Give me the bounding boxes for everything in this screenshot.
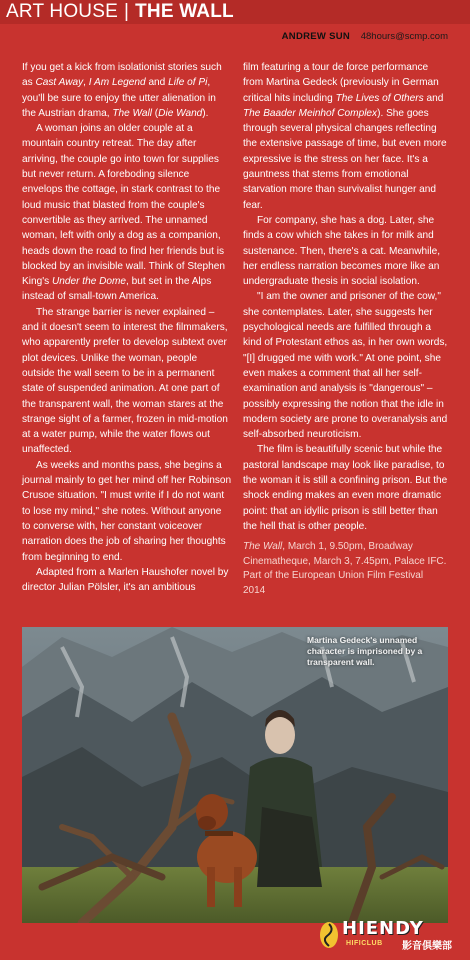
clef-logo-icon bbox=[318, 920, 340, 950]
article-paragraph bbox=[22, 305, 232, 458]
section-label: ART HOUSE bbox=[6, 1, 118, 22]
paragraph-text: , but set in the Alps instead of small-town America. bbox=[22, 276, 212, 303]
article-paragraph bbox=[243, 442, 448, 534]
right-paragraphs bbox=[243, 60, 448, 534]
header-separator: | bbox=[123, 1, 130, 22]
article-paragraph bbox=[22, 565, 232, 596]
article-paragraph bbox=[22, 458, 232, 565]
credits-details: , March 1, 9.50pm, Broadway Cinematheque, March 3, 7.45pm, Palace IFC. Part of the European Union Film Festival 2014 bbox=[243, 541, 447, 596]
film-still-photo bbox=[22, 627, 448, 923]
paragraph-text: A woman joins an older couple at a mountain country retreat. The day after arriving, the couple go into town for supplies but never return. A foreboding silence envelops the cottage, in stark contrast to the loud music that blasted from the couple's convertible as they arrived. The unnamed woman, left with only a dog as a companion, heads down the road to find her friends but is blocked by an invisible wall. Think of Stephen King's bbox=[22, 123, 225, 288]
article-title: THE WALL bbox=[135, 1, 234, 22]
italic-title-text: The Wall bbox=[112, 107, 152, 119]
paragraph-text: and bbox=[423, 92, 444, 104]
paragraph-text: For company, she has a dog. Later, she finds a cow which she takes in for milk and sustenance. Then, there's a cat. Meanwhile, her endless narration becomes more like an undergraduate thesis in social isolation. bbox=[243, 214, 441, 288]
paragraph-text: Adapted from a Marlen Haushofer novel by director Julian Pölsler, it's an ambitious bbox=[22, 566, 229, 594]
italic-title-text: The Baader Meinhof Complex bbox=[243, 107, 378, 119]
paragraph-text: film featuring a tour de force performance from Martina Gedeck (previously in German critical hits including bbox=[243, 62, 439, 104]
italic-title-text: I Am Legend bbox=[88, 77, 146, 89]
film-still-illustration bbox=[22, 627, 448, 923]
paragraph-text: ). bbox=[202, 107, 209, 119]
italic-title-text: Under the Dome bbox=[51, 276, 127, 288]
italic-title-text: Die Wand bbox=[158, 107, 203, 119]
paragraph-text: If you get a kick from isolationist stories such as bbox=[22, 62, 222, 89]
paragraph-text: The film is beautifully scenic but while the pastoral landscape may look like paradise, to the woman it is still a confining prison. But the shock ending makes an even more dramatic point: that an idyllic prison is still better than the hell that is other people. bbox=[243, 444, 448, 532]
paragraph-text: ( bbox=[151, 107, 159, 119]
article-paragraph bbox=[243, 289, 448, 442]
article-column-left bbox=[22, 60, 232, 595]
paragraph-text: , you'll be sure to enjoy the utter alienation in the Austrian drama, bbox=[22, 77, 216, 119]
italic-title-text: Cast Away bbox=[35, 77, 84, 89]
author-name: ANDREW SUN bbox=[281, 31, 351, 42]
screening-credits bbox=[243, 540, 448, 598]
author-email: 48hours@scmp.com bbox=[360, 31, 448, 42]
credits-film-title: The Wall bbox=[243, 541, 283, 553]
paragraph-text: and bbox=[145, 77, 169, 89]
article-paragraph bbox=[22, 121, 232, 305]
paragraph-text: "I am the owner and prisoner of the cow," she contemplates. Later, she suggests her psychological needs are fulfilled through a kind of Protestant ethos as, in her own words, "[I] drugged me with work." At one point, she even makes a comment that all her self-examination and analysis is "dangerous" – possibly expressing the notion that the idle in modern society are prone to overanalysis and self-absorbed neuroticism. bbox=[243, 291, 448, 441]
photo-caption: Martina Gedeck's unnamed character is imprisoned by a transparent wall. bbox=[307, 635, 423, 667]
paragraph-text: The strange barrier is never explained – and it doesn't seem to interest the filmmakers, who apparently prefer to develop subtext over plot devices. Unlike the woman, people outside the wall seem to be in a permanent state of suspended animation. At one part of the transparent wall, the woman stares at the strange sight of a farmer, frozen in mid-motion at a water pump, while the water flows out unaffected. bbox=[22, 306, 228, 456]
article-paragraph bbox=[243, 60, 448, 213]
paragraph-text: ). She goes through several physical changes reflecting the extensive passage of time, but even more expressive is the stress on her face. It's a gauntness that stems from emotional starvation more than survivalist hunger and fear. bbox=[243, 107, 447, 211]
italic-title-text: Life of Pi bbox=[168, 77, 208, 89]
article-paragraph bbox=[243, 213, 448, 289]
watermark-brand: HIENDY bbox=[342, 918, 424, 939]
paragraph-text: As weeks and months pass, she begins a journal mainly to get her mind off her Robinson Crusoe situation. "I must write if I do not want to lose my mind," she notes. Without anyone to converse with, her constant voiceover narration does the job of sharing her thoughts from beginning to end. bbox=[22, 459, 232, 563]
watermark-logo bbox=[318, 916, 468, 956]
paragraph-text: , bbox=[83, 77, 89, 89]
watermark-sub: HIFICLUB bbox=[346, 940, 383, 947]
byline bbox=[282, 31, 448, 42]
watermark-chinese: 影音俱樂部 bbox=[402, 941, 452, 952]
section-header bbox=[6, 1, 234, 23]
article-column-right bbox=[243, 60, 448, 598]
italic-title-text: The Lives of Others bbox=[335, 92, 424, 104]
article-paragraph bbox=[22, 60, 232, 121]
